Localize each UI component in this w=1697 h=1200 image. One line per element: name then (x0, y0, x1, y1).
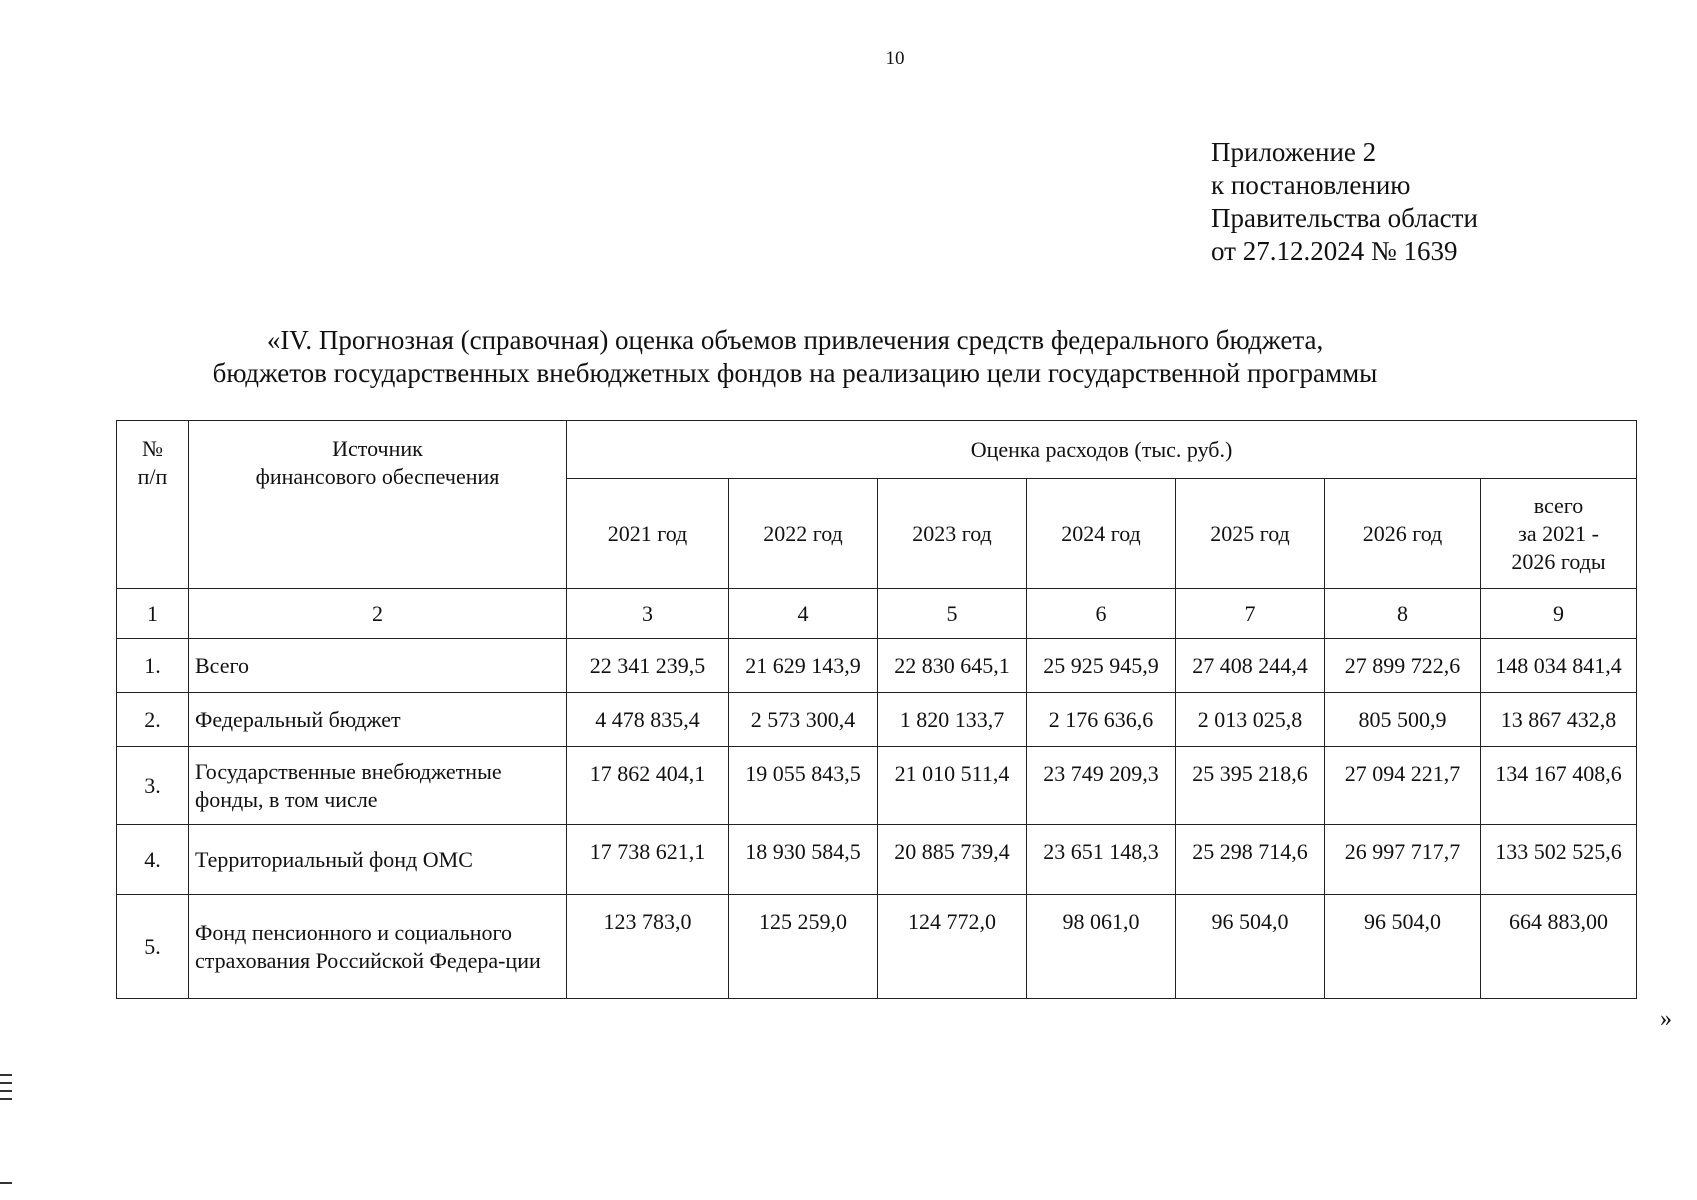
closing-quote-mark: » (1660, 1006, 1672, 1032)
table-row (117, 693, 1637, 747)
section-title (0, 324, 1590, 390)
appendix-line: Приложение 2 (1211, 137, 1377, 167)
row-source-name: Фонд пенсионного и социального страхования Российской Федера-ции (189, 895, 567, 999)
appendix-line: от 27.12.2024 № 1639 (1211, 236, 1458, 266)
column-number-cell: 6 (1027, 589, 1176, 639)
table-row (117, 639, 1637, 693)
header-text: финансового обеспечения (255, 464, 500, 489)
margin-tick (0, 1182, 12, 1184)
margin-tick (0, 1090, 12, 1092)
column-number-cell: 1 (117, 589, 189, 639)
value-cell: 133 502 525,6 (1481, 825, 1637, 895)
section-title-line: «IV. Прогнозная (справочная) оценка объемов привлечения средств федерального бюджета, (266, 325, 1324, 355)
value-cell: 25 298 714,6 (1176, 825, 1325, 895)
value-cell: 125 259,0 (729, 895, 878, 999)
value-cell: 22 830 645,1 (878, 639, 1027, 693)
column-number-row (117, 589, 1637, 639)
value-cell: 148 034 841,4 (1481, 639, 1637, 693)
margin-tick (0, 1082, 12, 1084)
value-cell: 664 883,00 (1481, 895, 1637, 999)
header-text: п/п (137, 464, 168, 489)
column-number-cell: 8 (1325, 589, 1481, 639)
row-number: 2. (117, 693, 189, 747)
year-header-cell: 2024 год (1027, 479, 1176, 589)
value-cell: 13 867 432,8 (1481, 693, 1637, 747)
value-cell: 26 997 717,7 (1325, 825, 1481, 895)
value-cell: 23 651 148,3 (1027, 825, 1176, 895)
year-header-cell: 2026 год (1325, 479, 1481, 589)
value-cell: 2 176 636,6 (1027, 693, 1176, 747)
column-number-cell: 5 (878, 589, 1027, 639)
value-cell: 18 930 584,5 (729, 825, 878, 895)
value-cell: 17 738 621,1 (567, 825, 729, 895)
value-cell: 98 061,0 (1027, 895, 1176, 999)
column-number-cell: 3 (567, 589, 729, 639)
table-row (117, 825, 1637, 895)
value-cell: 27 899 722,6 (1325, 639, 1481, 693)
total-header-cell (1481, 479, 1637, 589)
header-text: 2026 годы (1511, 548, 1606, 574)
appendix-line: к постановлению (1211, 170, 1411, 200)
value-cell: 22 341 239,5 (567, 639, 729, 693)
value-cell: 123 783,0 (567, 895, 729, 999)
value-cell: 23 749 209,3 (1027, 747, 1176, 825)
year-header-cell: 2025 год (1176, 479, 1325, 589)
value-cell: 25 395 218,6 (1176, 747, 1325, 825)
header-source-cell (189, 421, 567, 589)
year-header-cell: 2023 год (878, 479, 1027, 589)
value-cell: 1 820 133,7 (878, 693, 1027, 747)
header-text: Источник (332, 436, 423, 461)
value-cell: 27 408 244,4 (1176, 639, 1325, 693)
table-row (117, 895, 1637, 999)
table-row (117, 747, 1637, 825)
column-number-cell: 7 (1176, 589, 1325, 639)
value-cell: 2 013 025,8 (1176, 693, 1325, 747)
appendix-line: Правительства области (1211, 203, 1478, 233)
header-row (117, 421, 1637, 479)
value-cell: 19 055 843,5 (729, 747, 878, 825)
value-cell: 805 500,9 (1325, 693, 1481, 747)
page-number: 10 (885, 48, 905, 69)
row-number: 1. (117, 639, 189, 693)
margin-tick (0, 1074, 12, 1076)
value-cell: 20 885 739,4 (878, 825, 1027, 895)
header-number-cell (117, 421, 189, 589)
value-cell: 21 629 143,9 (729, 639, 878, 693)
value-cell: 27 094 221,7 (1325, 747, 1481, 825)
row-number: 3. (117, 747, 189, 825)
row-source-name: Федеральный бюджет (189, 693, 567, 747)
value-cell: 21 010 511,4 (878, 747, 1027, 825)
value-cell: 2 573 300,4 (729, 693, 878, 747)
section-title-line: бюджетов государственных внебюджетных фондов на реализацию цели государственной программы (212, 358, 1378, 388)
row-source-name: Государственные внебюджетные фонды, в том числе (189, 747, 567, 825)
year-header-cell: 2021 год (567, 479, 729, 589)
value-cell: 134 167 408,6 (1481, 747, 1637, 825)
row-number: 5. (117, 895, 189, 999)
row-source-name: Территориальный фонд ОМС (189, 825, 567, 895)
value-cell: 96 504,0 (1325, 895, 1481, 999)
header-text: всего (1533, 492, 1584, 518)
column-number-cell: 4 (729, 589, 878, 639)
column-number-cell: 9 (1481, 589, 1637, 639)
header-text: за 2021 - (1518, 520, 1599, 546)
expenditure-table (116, 420, 1637, 999)
header-text: № (142, 436, 163, 461)
value-cell: 96 504,0 (1176, 895, 1325, 999)
year-header-cell: 2022 год (729, 479, 878, 589)
appendix-header (1211, 136, 1478, 268)
value-cell: 124 772,0 (878, 895, 1027, 999)
row-number: 4. (117, 825, 189, 895)
value-cell: 25 925 945,9 (1027, 639, 1176, 693)
row-source-name: Всего (189, 639, 567, 693)
column-number-cell: 2 (189, 589, 567, 639)
value-cell: 17 862 404,1 (567, 747, 729, 825)
header-estimate-cell: Оценка расходов (тыс. руб.) (567, 421, 1637, 479)
margin-tick (0, 1098, 12, 1100)
value-cell: 4 478 835,4 (567, 693, 729, 747)
